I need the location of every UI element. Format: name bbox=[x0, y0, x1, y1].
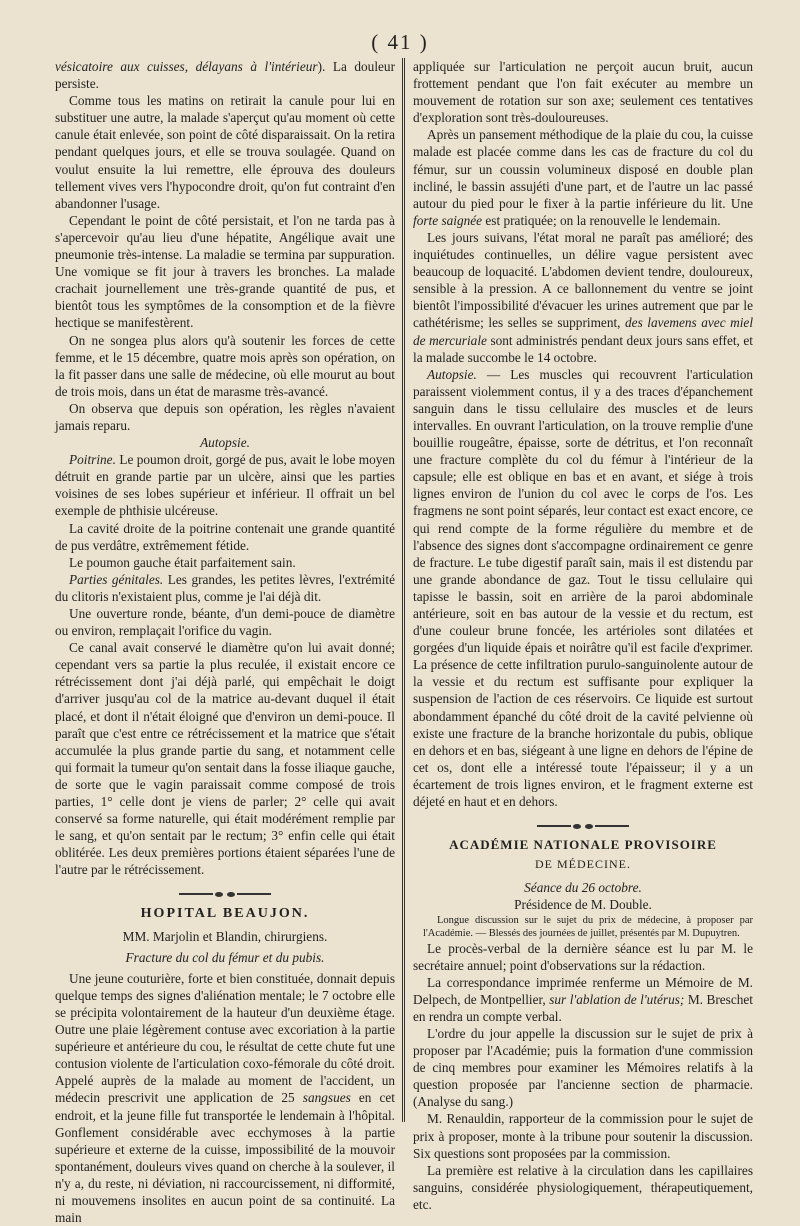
paragraph: On ne songea plus alors qu'à soutenir les forces de cette femme, et le 15 décembre, quatre mois après son opération, on la fit passer dans une salle de médecine, où elle mourut au bout de trois mois, dans un état de marasme très-avancé. bbox=[55, 332, 395, 399]
paragraph bbox=[55, 58, 395, 92]
italic-label: Poitrine. bbox=[69, 452, 116, 468]
italic-label: Parties génitales. bbox=[69, 571, 164, 587]
paragraph: Autopsie. — Les muscles qui recouvrent l'articulation paraissent violemment contus, il y a des traces d'épanchement sanguin dans le tissu cellulaire des muscles et de leurs intervalles. En ouvrant l'articulation, on la trouve remplie d'une bouillie rougeâtre, épaisse, sorte de détritus, et l'on reconnaît une fracture complète du col du fémur à l'intérieur de la capsule; elle est oblique en bas et en avant, et siége à trois lignes environ de l'union du col avec le corps de l'os. Les fragmens ne sont point séparés, leur contact est exact encore, ce qui rend compte de la forme régulière du membre et de l'absence des signes dont s'accompagne ordinairement ce genre de fracture. Le tube digestif paraît sain, mais il est distendu par une grande abondance de gaz. Tout le tissu cellulaire qui tapisse le bassin, soit en arrière de la paroi abdominale antérieure, soit en bas autour de la vessie et du rectum, est d'une couleur brune foncée, les artérioles sont dilatées et gorgées d'un liquide épais et noirâtre qu'il est facile d'exprimer. La présence de cette infiltration purulo-sanguinolente autour de la vessie et du rectum est suffisante pour expliquer la suspension de l'action de ces réservoirs. Ce liquide est surtout abondamment épanché du côté droit de la cavité pelvienne où existe une fracture de la branche horizontale du pubis, oblique en dehors et en bas, siégeant à une ligne en dehors de l'épine de cet os, dont elle a intéressé toute l'épaisseur; il y a un écartement de trois lignes environ, et le fragment externe est déjeté en haut et en dehors. bbox=[413, 366, 753, 810]
section-subtitle: DE MÉDECINE. bbox=[535, 857, 631, 872]
paragraph: Le poumon gauche était parfaitement sain. bbox=[69, 554, 296, 570]
paragraph: M. Renauldin, rapporteur de la commission pour le sujet de prix à proposer, monte à la tribune pour soutenir la discussion. Six questions sont proposées par la commission. bbox=[413, 1111, 753, 1161]
paragraph: Les jours suivans, l'état moral ne paraît pas amélioré; des inquiétudes continuelles, un délire vague persistent avec beaucoup de loquacité. L'abdomen devient tendre, douloureux, sensible à la pression. A ce ballonnement du ventre se joint bientôt l'impossibilité d'évacuer les urines autrement que par le cathétérisme; les selles se suppriment, des lavemens avec miel de mercuriale sont administrés pendant deux jours sans effet, et la malade succombe le 14 octobre. bbox=[413, 229, 754, 365]
paragraph: Parties génitales. Les grandes, les petites lèvres, l'extrémité du clitoris n'existaient plus, comme je l'ai déjà dit. bbox=[55, 571, 395, 604]
presidency-line: Présidence de M. Double. bbox=[514, 897, 652, 913]
surgeons-line: MM. Marjolin et Blandin, chirurgiens. bbox=[122, 928, 328, 944]
paragraph: La correspondance imprimée renferme un Mémoire de M. Delpech, de Montpellier, sur l'ablation de l'utérus; M. Breschet en rendra un compte verbal. bbox=[413, 974, 753, 1024]
ornament-divider bbox=[413, 816, 753, 828]
italic-text: vésicatoire aux cuisses, délayans à l'intérieur bbox=[55, 59, 318, 74]
italic-label: Autopsie. bbox=[427, 366, 477, 382]
paragraph: appliquée sur l'articulation ne perçoit aucun bruit, aucun frottement pendant que l'on fait exécuter au membre un mouvement de rotation sur son axe; seulement ces tentatives d'exploration sont très-douloureuses. bbox=[413, 59, 753, 126]
page-number: ( 41 ) bbox=[371, 30, 429, 54]
ornament-divider bbox=[55, 885, 395, 897]
paragraph: Ce canal avait conservé le diamètre qu'on lui avait donné; cependant vers sa partie la plus reculée, il existait encore ce rétrécissement dont j'ai déjà parlé, qui empêchait le doigt d'arriver jusqu'au col de la matrice au-devant duquel il était placé, et dont il n'était éloigné que d'environ un demi-pouce. Il paraît que c'est entre ce rétrécissement et la matrice que s'était accumulée la plus grande partie du sang, et notamment celle qui formait la tumeur qu'on sentait dans la fosse iliaque gauche, de sorte que le vagin paraissait comme composé de trois parties, 1° celle dont je viens de parler; 2° celle qui avait conservé sa forme naturelle, qui était modérément remplie par le sang, et qu'on sentait par le rectum; 3° enfin celle qui était oblitérée. Les deux premières portions étaient séparées l'une de l'autre par le rétrécissement. bbox=[55, 640, 395, 878]
session-summary: Longue discussion sur le sujet du prix de médecine, à proposer par l'Académie. — Blessés des journées de juillet, présentés par M. Dupuytren. bbox=[423, 914, 753, 939]
case-title: Fracture du col du fémur et du pubis. bbox=[125, 949, 325, 965]
paragraph: La première est relative à la circulation dans les capillaires sanguins, considérée physiologiquement, thérapeutiquement, etc. bbox=[413, 1162, 753, 1212]
column-rule bbox=[402, 58, 405, 1122]
paragraph: Après un pansement méthodique de la plaie du cou, la cuisse malade est placée comme dans les cas de fracture du col du fémur, sur un coussin volumineux disposé en double plan incliné, le bassin assujéti d'une part, et de l'autre un lac passé autour du pied pour le fixer à la partie inférieure du lit. Une forte saignée est pratiquée; on la renouvelle le lendemain. bbox=[413, 127, 753, 228]
paragraph: Comme tous les matins on retirait la canule pour lui en substituer une autre, la malade s'aperçut qu'au moment où cette canule était enlevée, son point de côté disparaissait. On la retira pendant quelques jours, et elle se trouva soulagée. Quand on voulut ensuite la lui remettre, elle éprouva des douleurs tellement vives vers l'hypocondre droit, qu'on fut contraint d'en abandonner l'usage. bbox=[55, 93, 395, 211]
paragraph: Une jeune couturière, forte et bien constituée, donnait depuis quelque temps des signes d'aliénation mentale; le 7 octobre elle se précipita volontairement de la hauteur d'un deuxième étage. Outre une plaie légèrement contuse avec excoriation à la partie supérieure et antérieure du cou, le résultat de cette chute fut une contusion violente de l'articulation coxo-fémorale du côté droit. Appelé auprès de la malade au moment de l'accident, un médecin prescrivit une application de 25 sangsues en cet endroit, et la jeune fille fut transportée le lendemain à l'hôpital. Gonflement considérable avec ecchymoses à la partie supérieure et externe de la cuisse, impossibilité de la mouvoir spontanément, douleurs vives quand on cherche à la soulever, il n'y a, du reste, ni déviation, ni raccourcissement, ni difformité, ni mouvemens insolites en aucun point de sa continuité. La main bbox=[55, 970, 395, 1226]
section-title: HOPITAL BEAUJON. bbox=[140, 905, 310, 921]
left-column bbox=[55, 58, 395, 1226]
paragraph: On observa que depuis son opération, les règles n'avaient jamais reparu. bbox=[55, 400, 395, 433]
paragraph: Poitrine. Le poumon droit, gorgé de pus, avait le lobe moyen détruit en grande partie par un ulcère, ainsi que les parties voisines de ses lobes supérieur et inférieur. Il offrait un bel exemple de phthisie ulcéreuse. bbox=[55, 452, 395, 519]
paragraph: La cavité droite de la poitrine contenait une grande quantité de pus verdâtre, extrêmement fétide. bbox=[55, 520, 395, 553]
section-heading: Autopsie. bbox=[200, 435, 250, 451]
session-date: Séance du 26 octobre. bbox=[524, 880, 642, 896]
right-column bbox=[413, 58, 753, 1213]
paragraph: Une ouverture ronde, béante, d'un demi-pouce de diamètre ou environ, remplaçait l'orifice du vagin. bbox=[55, 606, 395, 639]
paragraph: L'ordre du jour appelle la discussion sur le sujet de prix à proposer par l'Académie; puis la formation d'une commission de cinq membres pour examiner les Mémoires relatifs à la question proposée par l'ancienne section de pharmacie. (Analyse du sang.) bbox=[413, 1025, 753, 1110]
section-title: ACADÉMIE NATIONALE PROVISOIRE bbox=[449, 837, 717, 853]
paragraph: Cependant le point de côté persistait, et l'on ne tarda pas à s'apercevoir qu'au lieu d'une hépatite, Angélique avait une pneumonie très-intense. La maladie se termina par suppuration. Une vomique se fit jour à travers les bronches. La malade crachait journellement une très-grande quantité de pus, et bientôt tous les symptômes de la consomption et de la fièvre hectique se manifestèrent. bbox=[55, 212, 395, 331]
paragraph: Le procès-verbal de la dernière séance est lu par M. le secrétaire annuel; point d'observations sur la rédaction. bbox=[413, 940, 753, 973]
text: ). La douleur persiste. bbox=[55, 59, 395, 92]
